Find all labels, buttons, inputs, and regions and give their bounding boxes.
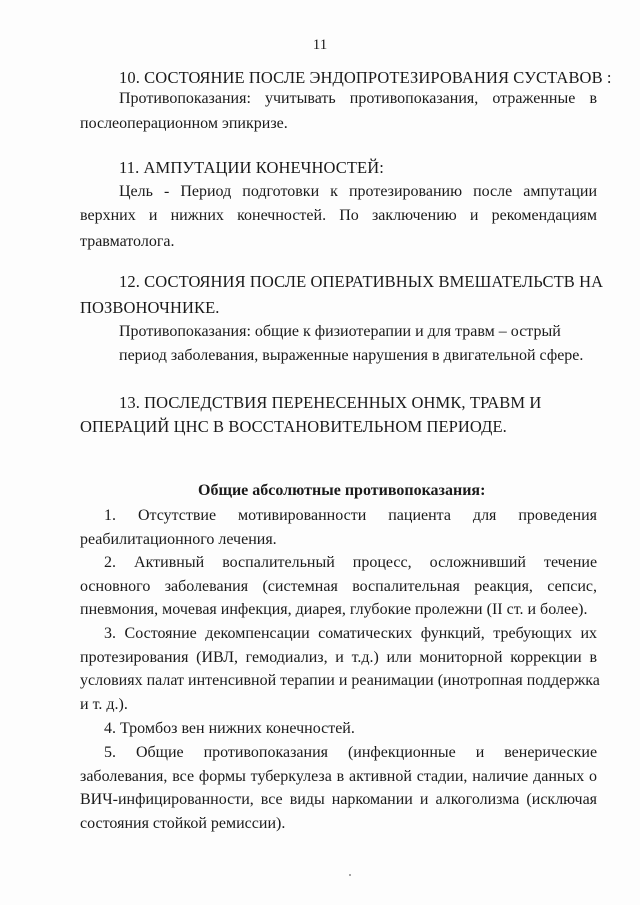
contraindication-4-line-1: 4. Тромбоз вен нижних конечностей. [104,720,355,737]
section-11-text-line-3: травматолога. [80,233,175,250]
section-10-heading: 10. СОСТОЯНИЕ ПОСЛЕ ЭНДОПРОТЕЗИРОВАНИЯ СУСТАВОВ : [119,68,612,87]
page-number: 11 [312,37,328,53]
contraindication-1-line-1: 1. Отсутствие мотивированности пациента для проведения [104,507,597,524]
contraindication-3-line-4: и т. д.). [80,696,128,713]
contraindication-5-line-1: 5. Общие противопоказания (инфекционные и венерические [104,744,598,761]
contraindication-5-line-4: состояния стойкой ремиссии). [80,815,286,832]
section-12-text-line-2: период заболевания, выраженные нарушения в двигательной сфере. [119,347,584,364]
contraindication-5-line-2: заболевания, все формы туберкулеза в активной стадии, наличие данных о [80,768,598,785]
contraindication-3-line-2: протезирования (ИВЛ, гемодиализ, и т.д.) или мониторной коррекции в [80,649,597,666]
section-13-heading-line-2: ОПЕРАЦИЙ ЦНС В ВОССТАНОВИТЕЛЬНОМ ПЕРИОДЕ. [80,417,507,436]
contraindication-5-line-3: ВИЧ-инфицированности, все виды наркомании и алкоголизма (исключая [80,791,598,808]
section-10-text-line-1: Противопоказания: учитывать противопоказания, отраженные в [119,90,598,107]
contraindication-3-line-3: условиях палат интенсивной терапии и реанимации (инотропная поддержка [80,672,600,689]
section-11-text-line-2: верхних и нижних конечностей. По заключению и рекомендациям [80,207,598,224]
section-13-heading-line-1: 13. ПОСЛЕДСТВИЯ ПЕРЕНЕСЕННЫХ ОНМК, ТРАВМ И [119,393,542,412]
contraindication-1-line-2: реабилитационного лечения. [80,531,277,548]
contraindication-2-line-1: 2. Активный воспалительный процесс, осложнивший течение [104,554,598,571]
section-12-heading-line-1: 12. СОСТОЯНИЯ ПОСЛЕ ОПЕРАТИВНЫХ ВМЕШАТЕЛЬСТВ НА [119,272,604,291]
section-10-text-line-2: послеоперационном эпикризе. [80,115,288,132]
contraindication-3-line-1: 3. Состояние декомпенсации соматических функций, требующих их [104,625,598,642]
section-11-text-line-1: Цель - Период подготовки к протезированию после ампутации [119,183,598,200]
contraindication-2-line-2: основного заболевания (системная воспалительная реакция, сепсис, [80,578,598,595]
contraindications-title: Общие абсолютные противопоказания: [198,482,486,499]
section-12-text-line-1: Противопоказания: общие к физиотерапии и для травм – острый [119,323,561,340]
section-11-heading: 11. АМПУТАЦИИ КОНЕЧНОСТЕЙ: [119,158,384,177]
section-12-heading-line-2: ПОЗВОНОЧНИКЕ. [80,298,220,317]
contraindication-2-line-3: пневмония, мочевая инфекция, диарея, глубокие пролежни (II ст. и более). [80,601,588,618]
scan-speck [349,874,351,876]
